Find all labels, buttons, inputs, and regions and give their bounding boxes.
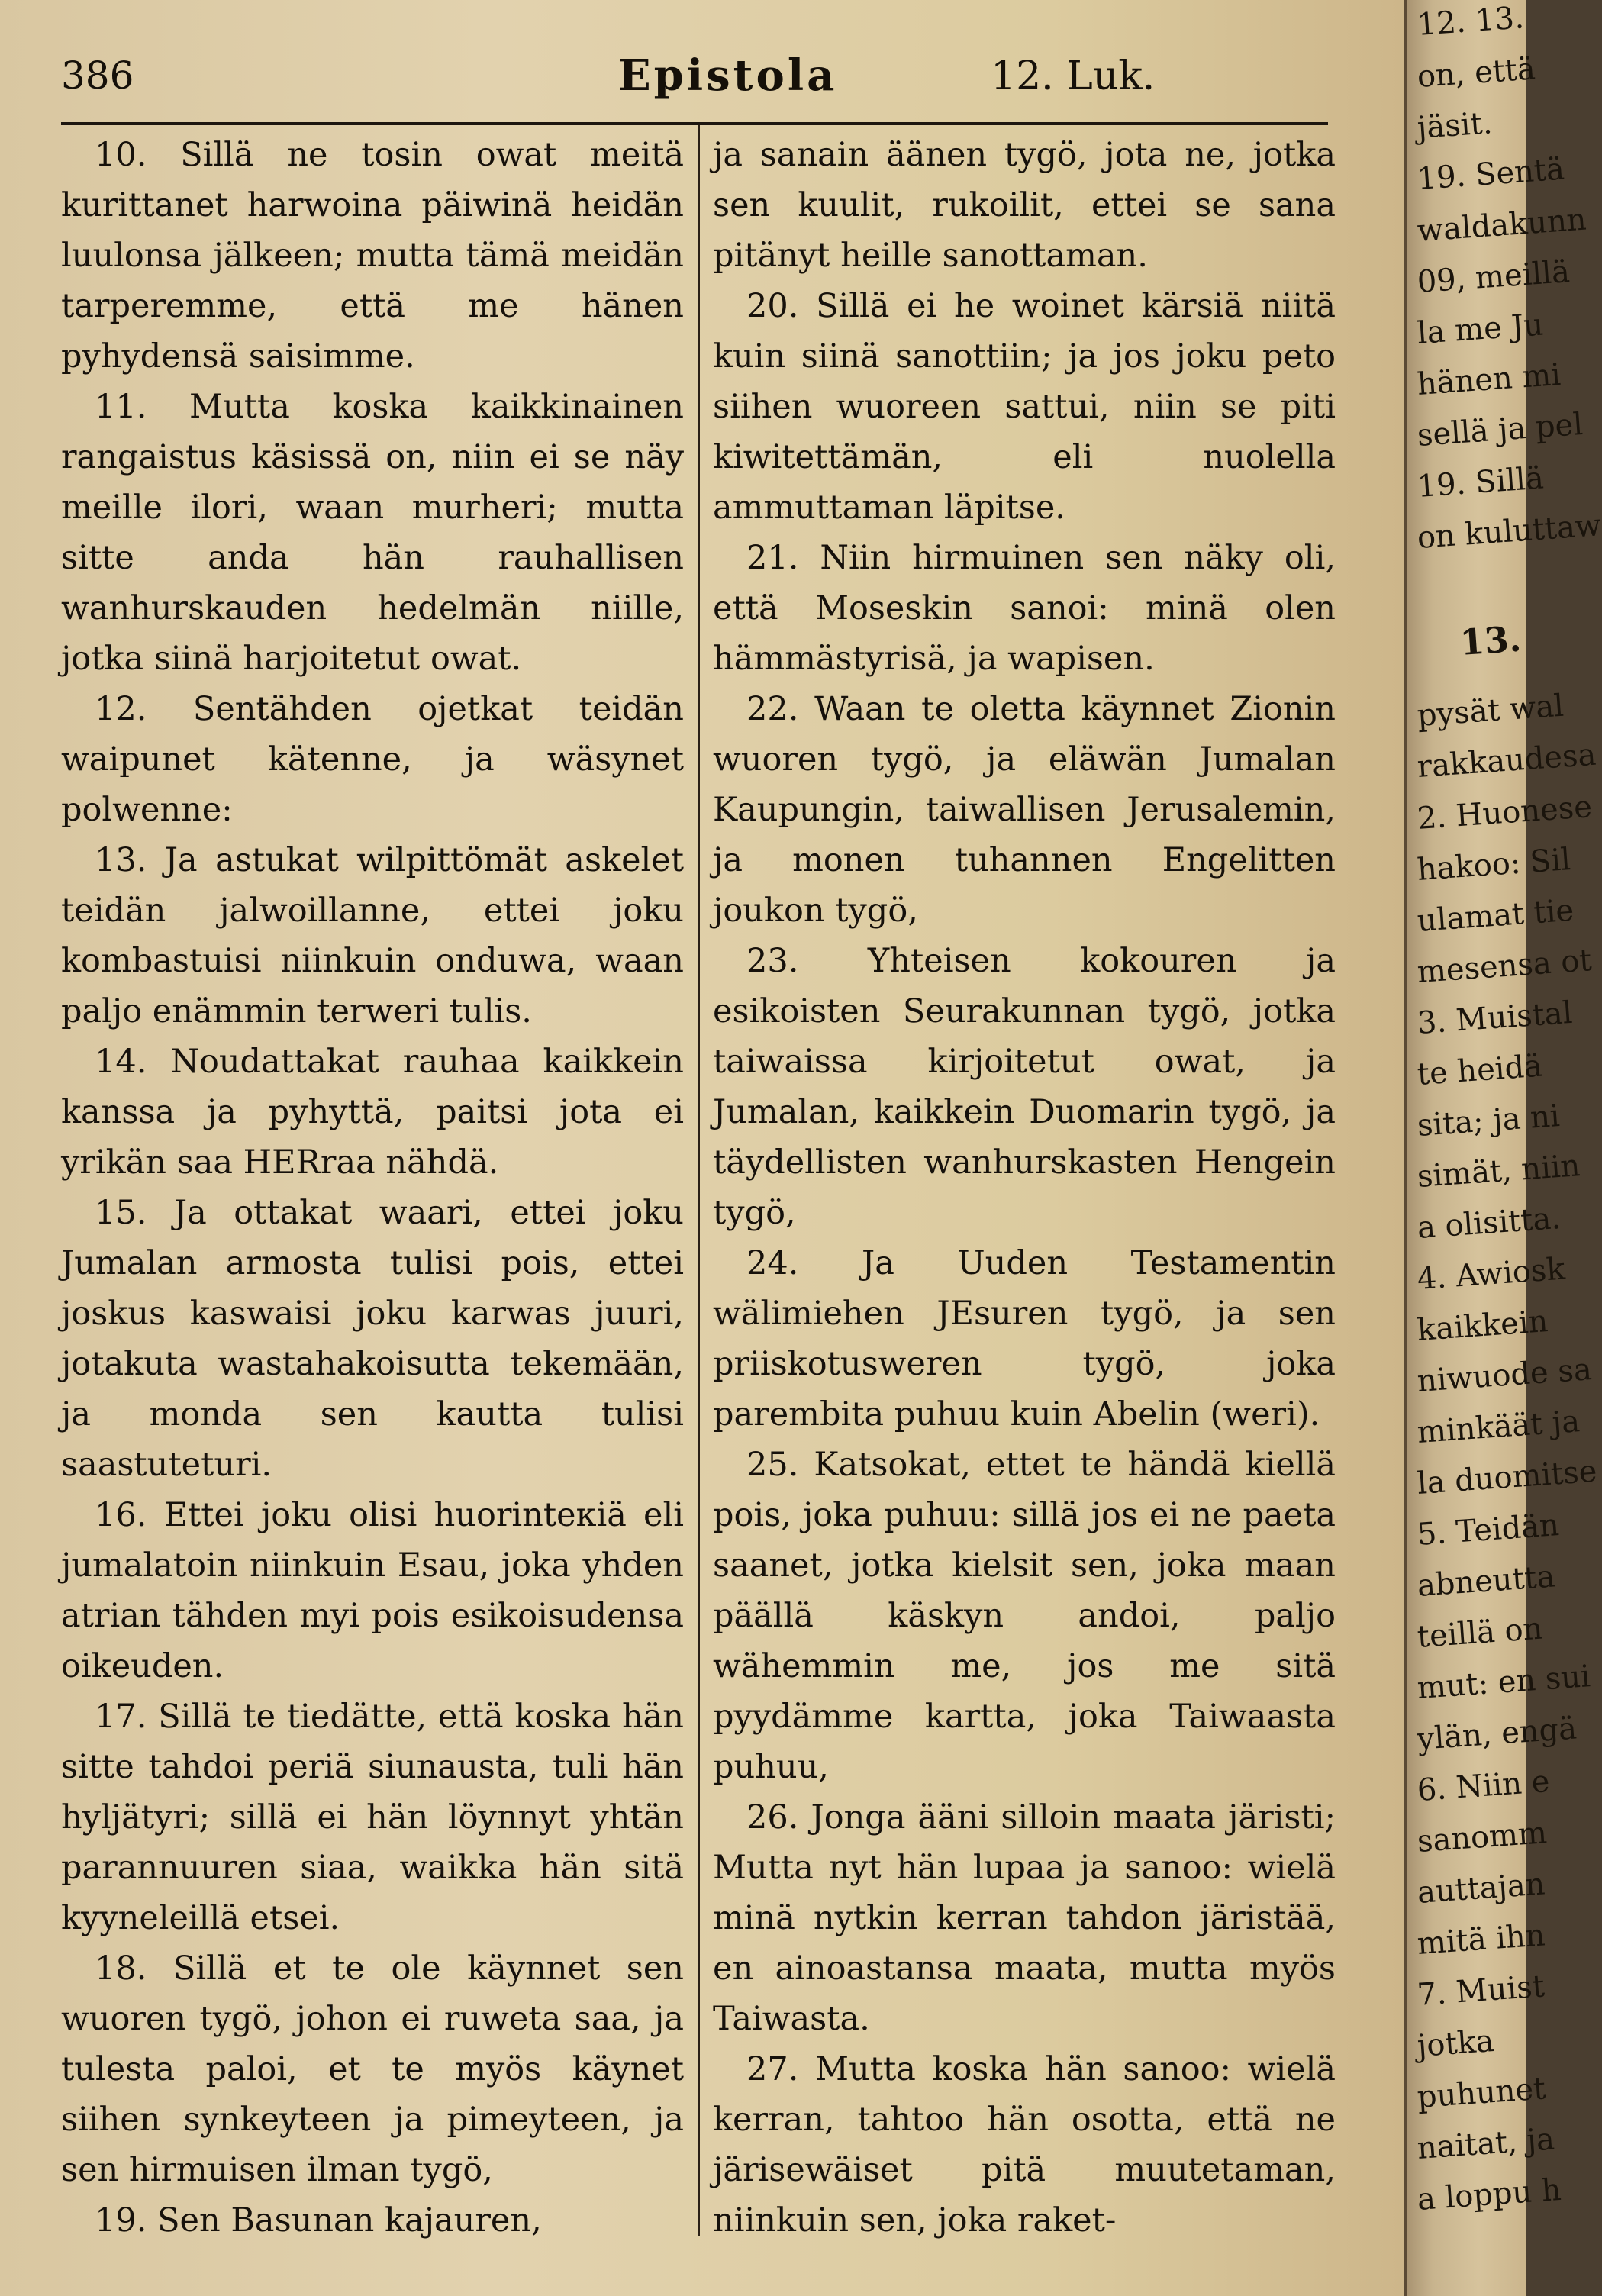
- facing-fragment: abneutta: [1416, 1559, 1556, 1604]
- facing-fragment: ulamat tie: [1416, 892, 1575, 939]
- facing-fragment: simät, niin: [1416, 1148, 1581, 1195]
- facing-fragment: la duomitse: [1416, 1453, 1598, 1501]
- facing-fragment: on kuluttaw: [1416, 508, 1602, 556]
- facing-fragment: kaikkein: [1416, 1304, 1549, 1348]
- left-column: [61, 130, 684, 2244]
- verse: 22. Waan te oletta käynnet Zionin wuoren tygö, ja eläwän Jumalan Kaupungin, taiwallisen Jerusalemin, ja monen tuhannen Engelitten joukon tygö,: [713, 690, 1336, 930]
- verse: 20. Sillä ei he woinet kärsiä niitä kuin siinä sanottiin; ja jos joku peto siihen wuoreen sattui, niin se piti kiwitettämän, eli nuolella ammuttaman läpitse.: [713, 287, 1336, 527]
- facing-fragment: sanomm: [1416, 1815, 1549, 1859]
- facing-fragment: jäsit.: [1416, 105, 1494, 146]
- facing-fragment: waldakunn: [1416, 202, 1587, 249]
- facing-fragment: 09, meillä: [1416, 254, 1571, 300]
- facing-fragment: 19. Sentä: [1416, 151, 1566, 197]
- verse: 14. Noudattakat rauhaa kaikkein kanssa ja pyhyttä, paitsi jota ei yrikän saa HERraa nähdä.: [61, 1043, 684, 1182]
- right-column: [713, 130, 1336, 2244]
- facing-page-edge: [1404, 0, 1602, 2296]
- column-divider: [698, 125, 700, 2236]
- verse: 21. Niin hirmuinen sen näky oli, että Moseskin sanoi: minä olen hämmästyrisä, ja wapisen.: [713, 539, 1336, 678]
- facing-fragment: mesensa ot: [1416, 943, 1593, 990]
- verse: 12. Sentähden ojetkat teidän waipunet kätenne, ja wäsynet polwenne:: [61, 690, 685, 829]
- facing-fragment: jotka: [1416, 2024, 1496, 2064]
- facing-fragment: hänen mi: [1416, 356, 1562, 402]
- verse: 24. Ja Uuden Testamentin wälimiehen JEsuren tygö, ja sen priiskotusweren tygö, joka parembita puhuu kuin Abelin (weri).: [713, 1244, 1336, 1433]
- verse: 19. Sen Basunan kajauren,: [95, 2201, 542, 2240]
- facing-fragment: 6. Niin e: [1416, 1763, 1551, 1808]
- facing-fragment: a olisitta.: [1416, 1200, 1562, 1246]
- facing-fragment: ylän, engä: [1416, 1711, 1578, 1757]
- header-rule: [61, 122, 1328, 125]
- facing-fragment: puhunet: [1416, 2071, 1547, 2115]
- facing-fragment: niwuode sa: [1416, 1352, 1594, 1399]
- chapter-label: 12. Luk.: [991, 53, 1156, 99]
- facing-fragment: sita; ja ni: [1416, 1098, 1562, 1143]
- facing-fragment: 2. Huonese: [1416, 789, 1594, 837]
- facing-fragment: teillä on: [1416, 1611, 1544, 1655]
- verse: 26. Jonga ääni silloin maata järisti; Mutta nyt hän lupaa ja sanoo: wielä minä nytkin kerran tahdon järistää, en ainoastansa maata, mutta myös Taiwasta.: [713, 1798, 1336, 2038]
- page-number: 386: [61, 53, 134, 98]
- verse: 27. Mutta koska hän sanoo: wielä kerran, tahtoo hän osotta, että ne järisewäiset pitä muutetaman, niinkuin sen, joka raket-: [713, 2050, 1336, 2240]
- facing-fragment: 4. Awiosk: [1416, 1251, 1566, 1297]
- facing-fragment: 13.: [1459, 618, 1523, 663]
- facing-fragment: on, että: [1416, 51, 1537, 95]
- facing-fragment: pysät wal: [1416, 688, 1565, 734]
- verse: 18. Sillä et te ole käynnet sen wuoren tygö, johon ei ruweta saa, ja tulesta paloi, et te myös käynet siihen synkeyteen ja pimeyteen, ja sen hirmuisen ilman tygö,: [61, 1949, 685, 2189]
- verse: 11. Mutta koska kaikkinainen rangaistus käsissä on, niin ei se näy meille ilori, waan murheri; mutta sitte anda hän rauhallisen wanhurskauden hedelmän niille, jotka siinä harjoitetut owat.: [61, 388, 685, 678]
- facing-fragment: mitä ihn: [1416, 1917, 1546, 1962]
- facing-fragment: sellä ja pel: [1416, 406, 1584, 453]
- verse: 16. Ettei joku olisi huorinteкiä eli jumalatoin niinkuin Esau, joka yhden atrian tähden myi pois esikoisudensa oikeuden.: [61, 1496, 684, 1685]
- facing-fragment: hakoo: Sil: [1416, 842, 1572, 888]
- facing-fragment: la me Ju: [1416, 307, 1545, 351]
- facing-fragment: minkäät ja: [1416, 1404, 1581, 1450]
- verse: 13. Ja astukat wilpittömät askelet teidän jalwoillanne, ettei joku kombastuisi niinkuin onduwa, waan paljo enämmin terweri tulis.: [61, 841, 684, 1030]
- facing-fragment: 3. Muistal: [1416, 995, 1574, 1041]
- facing-fragment: 5. Teidän: [1416, 1508, 1561, 1553]
- facing-fragment: mut: en sui: [1416, 1659, 1592, 1706]
- facing-fragment: naitat, ja: [1416, 2121, 1556, 2166]
- running-header: [0, 44, 1404, 105]
- facing-fragment: rakkaudesa: [1416, 737, 1597, 785]
- verse: ja sanain äänen tygö, jota ne, jotka sen kuulit, rukoilit, ettei se sana pitänyt heille sanottaman.: [713, 136, 1336, 275]
- facing-fragment: 7. Muist: [1416, 1969, 1546, 2013]
- facing-fragment: te heidä: [1416, 1048, 1544, 1092]
- verse: 23. Yhteisen kokouren ja esikoisten Seurakunnan tygö, jotka taiwaissa kirjoitetut owat, ja Jumalan, kaikkein Duomarin tygö, ja täydellisten wanhurskasten Hengein tygö,: [713, 942, 1336, 1232]
- facing-fragment: a loppu h: [1416, 2172, 1563, 2217]
- verse: 17. Sillä te tiedätte, että koska hän sitte tahdoi periä siunausta, tuli hän hyljätyri; sillä ei hän löynnyt yhtän parannuuren siaa, waikka hän sitä kyyneleillä etsei.: [61, 1698, 685, 1937]
- facing-fragment: auttajan: [1416, 1866, 1546, 1911]
- verse: 15. Ja ottakat waari, ettei joku Jumalan armosta tulisi pois, ettei joskus kaswaisi joku karwas juuri, jotakuta wastahakoisutta tekemään, ja monda sen kautta tulisi saastuteturi.: [61, 1194, 685, 1484]
- page-title: Epistola: [618, 50, 838, 101]
- facing-fragment: 19. Sillä: [1416, 460, 1546, 505]
- verse: 25. Katsokat, ettet te händä kiellä pois, joka puhuu: sillä jos ei ne paeta saanet, jotka kielsit sen, joka maan päällä käskyn andoi, paljo wähemmin me, jos me sitä pyydämme kartta, joka Taiwaasta puhuu,: [713, 1446, 1336, 1786]
- verse: 10. Sillä ne tosin owat meitä kurittanet harwoina päiwinä heidän luulonsa jälkeen; mutta tämä meidän tarperemme, että me hänen pyhydensä saisimme.: [61, 136, 684, 376]
- facing-fragment: 12. 13.: [1416, 0, 1526, 43]
